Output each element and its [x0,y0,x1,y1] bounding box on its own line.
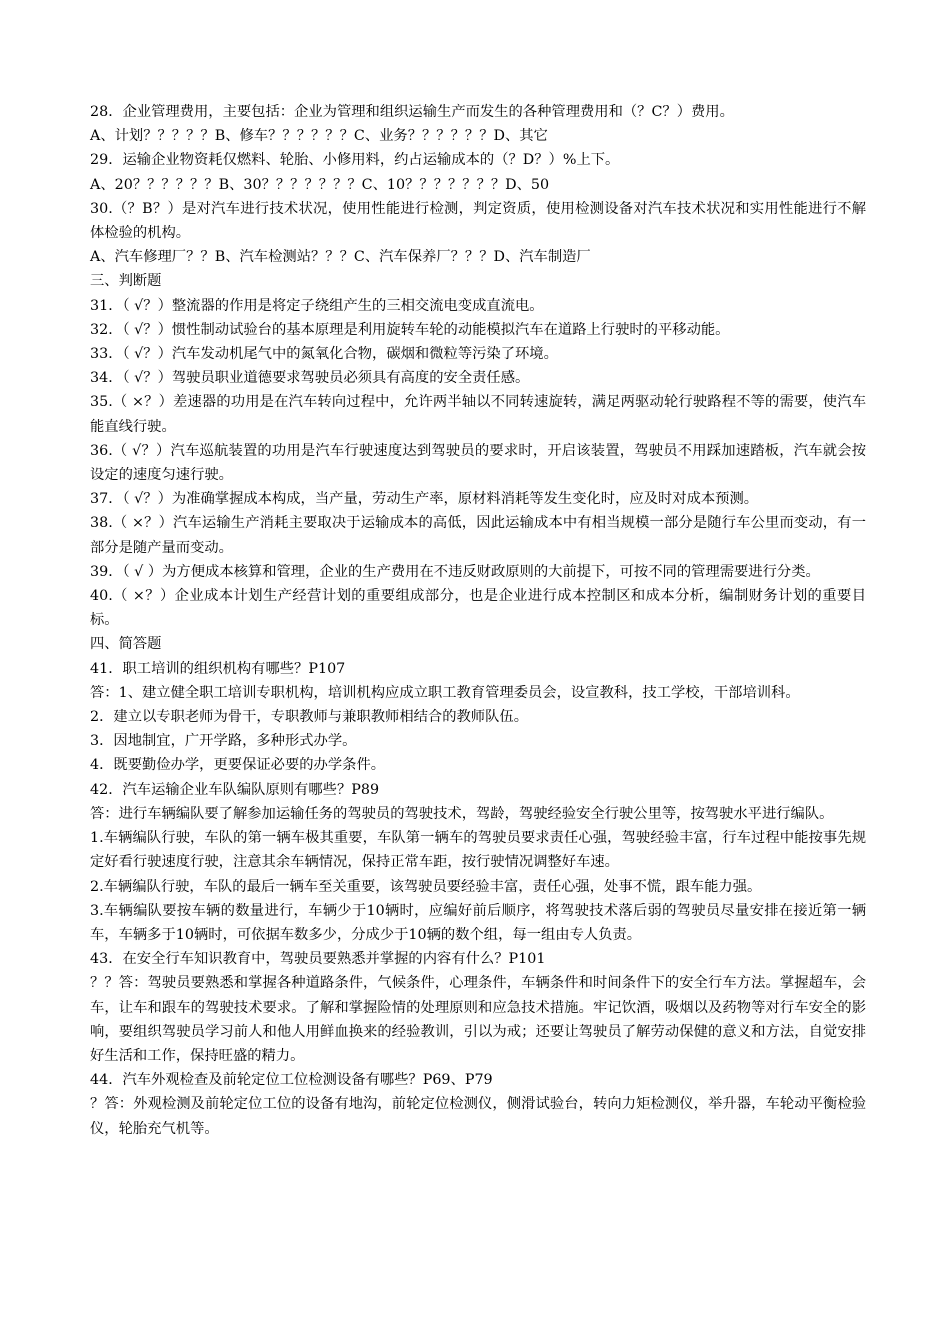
question-30-options: A、汽车修理厂？？B、汽车检测站？？？C、汽车保养厂？？？D、汽车制造厂 [90,249,591,266]
answer-42-point-3: 3.车辆编队要按车辆的数量进行，车辆少于10辆时，应编好前后顺序，将驾驶技术落后弱的驾驶员尽量安排在接近第一辆车，车辆多于10辆时，可依据车数多少，分成少于10辆的数个组，每一组由专人负责。 [90,902,866,943]
question-34-text: 34．（ √？）驾驶员职业道德要求驾驶员必须具有高度的安全责任感。 [90,370,530,387]
question-32-text: 32．（ √？）惯性制动试验台的基本原理是利用旋转车轮的动能模拟汽车在道路上行驶时的平移动能。 [90,321,730,338]
section-heading-true-false: 三、判断题 [90,273,162,290]
question-40-text: 40.（ ×？）企业成本计划生产经营计划的重要组成部分，也是企业进行成本控制区和成本分析，编制财务计划的重要目标。 [90,588,866,629]
document-page [90,100,866,1141]
question-29-text: 29．运输企业物资耗仅燃料、轮胎、小修用料，约占运输成本的（？D？）%上下。 [90,152,620,169]
answer-42-point-2: 2.车辆编队行驶，车队的最后一辆车至关重要，该驾驶员要经验丰富，责任心强，处事不慌，跟车能力强。 [90,878,762,895]
question-35-text: 35.（ ×？）差速器的功用是在汽车转向过程中，允许两半轴以不同转速旋转，满足两驱动轮行驶路程不等的需要，使汽车能直线行驶。 [90,394,866,435]
question-44-text: 44．汽车外观检查及前轮定位工位检测设备有哪些？P69、P79 [90,1072,493,1089]
question-33-text: 33．（ √？）汽车发动机尾气中的氮氧化合物，碳烟和微粒等污染了环境。 [90,346,558,363]
question-39-text: 39．（ √ ）为方便成本核算和管理，企业的生产费用在不违反财政原则的大前提下，可按不同的管理需要进行分类。 [90,563,820,580]
answer-42-intro: 答：进行车辆编队要了解参加运输任务的驾驶员的驾驶技术，驾龄，驾驶经验安全行驶公里等，按驾驶水平进行编队。 [90,805,834,822]
answer-41-point-3: 3．因地制宜，广开学路，多种形式办学。 [90,733,357,750]
question-38-text: 38.（ ×？）汽车运输生产消耗主要取决于运输成本的高低，因此运输成本中有相当规模一部分是随行车公里而变动，有一部分是随产量而变动。 [90,515,866,556]
question-36-text: 36.（ √？）汽车巡航装置的功用是汽车行驶速度达到驾驶员的要求时，开启该装置，驾驶员不用踩加速踏板，汽车就会按设定的速度匀速行驶。 [90,442,866,484]
question-30-text: 30.（？B？）是对汽车进行技术状况，使用性能进行检测，判定资质，使用检测设备对汽车技术状况和实用性能进行不解体检验的机构。 [90,200,866,242]
question-28-text: 28．企业管理费用，主要包括：企业为管理和组织运输生产而发生的各种管理费用和（？C？）费用。 [90,104,734,120]
answer-41-point-1: 答：1、建立健全职工培训专职机构，培训机构应成立职工教育管理委员会，设宣教科，技工学校，干部培训科。 [90,684,800,701]
section-heading-short-answer: 四、简答题 [90,636,162,653]
question-43-text: 43．在安全行车知识教育中，驾驶员要熟悉并掌握的内容有什么？P101 [90,951,546,968]
answer-42-point-1: 1.车辆编队行驶，车队的第一辆车极其重要，车队第一辆车的驾驶员要求责任心强，驾驶经验丰富，行车过程中能按事先规定好看行驶速度行驶，注意其余车辆情况，保持正常车距，按行驶情况调整好车速。 [90,830,866,871]
answer-41-point-4: 4．既要勤俭办学，更要保证必要的办学条件。 [90,757,386,774]
question-31-text: 31．（ √？）整流器的作用是将定子绕组产生的三相交流电变成直流电。 [90,297,544,314]
answer-41-point-2: 2．建立以专职老师为骨干，专职教师与兼职教师相结合的教师队伍。 [90,709,528,726]
answer-43: ？？答：驾驶员要熟悉和掌握各种道路条件，气候条件，心理条件，车辆条件和时间条件下的安全行车方法。掌握超车，会车，让车和跟车的驾驶技术要求。了解和掌握险情的处理原则和应急技术措施。牢记饮酒，吸烟以及药物等对行车安全的影响，要组织驾驶员学习前人和他人用鲜血换来的经验教训，引以为戒；还要让驾驶员了解劳动保健的意义和方法，自觉安排好生活和工作，保持旺盛的精力。 [90,975,866,1064]
question-28-options: A、计划？？？？？B、修车？？？？？？C、业务？？？？？？D、其它 [90,128,548,145]
question-42-text: 42．汽车运输企业车队编队原则有哪些？P89 [90,781,380,798]
answer-44: ？答：外观检测及前轮定位工位的设备有地沟，前轮定位检测仪，侧滑试验台，转向力矩检测仪，举升器，车轮动平衡检验仪，轮胎充气机等。 [90,1096,866,1137]
question-37-text: 37．（ √？）为准确掌握成本构成，当产量，劳动生产率，原材料消耗等发生变化时，应及时对成本预测。 [90,491,759,508]
question-41-text: 41．职工培训的组织机构有哪些？P107 [90,660,346,677]
question-29-options: A、20？？？？？？B、30？？？？？？？C、10？？？？？？？D、50 [90,176,550,193]
